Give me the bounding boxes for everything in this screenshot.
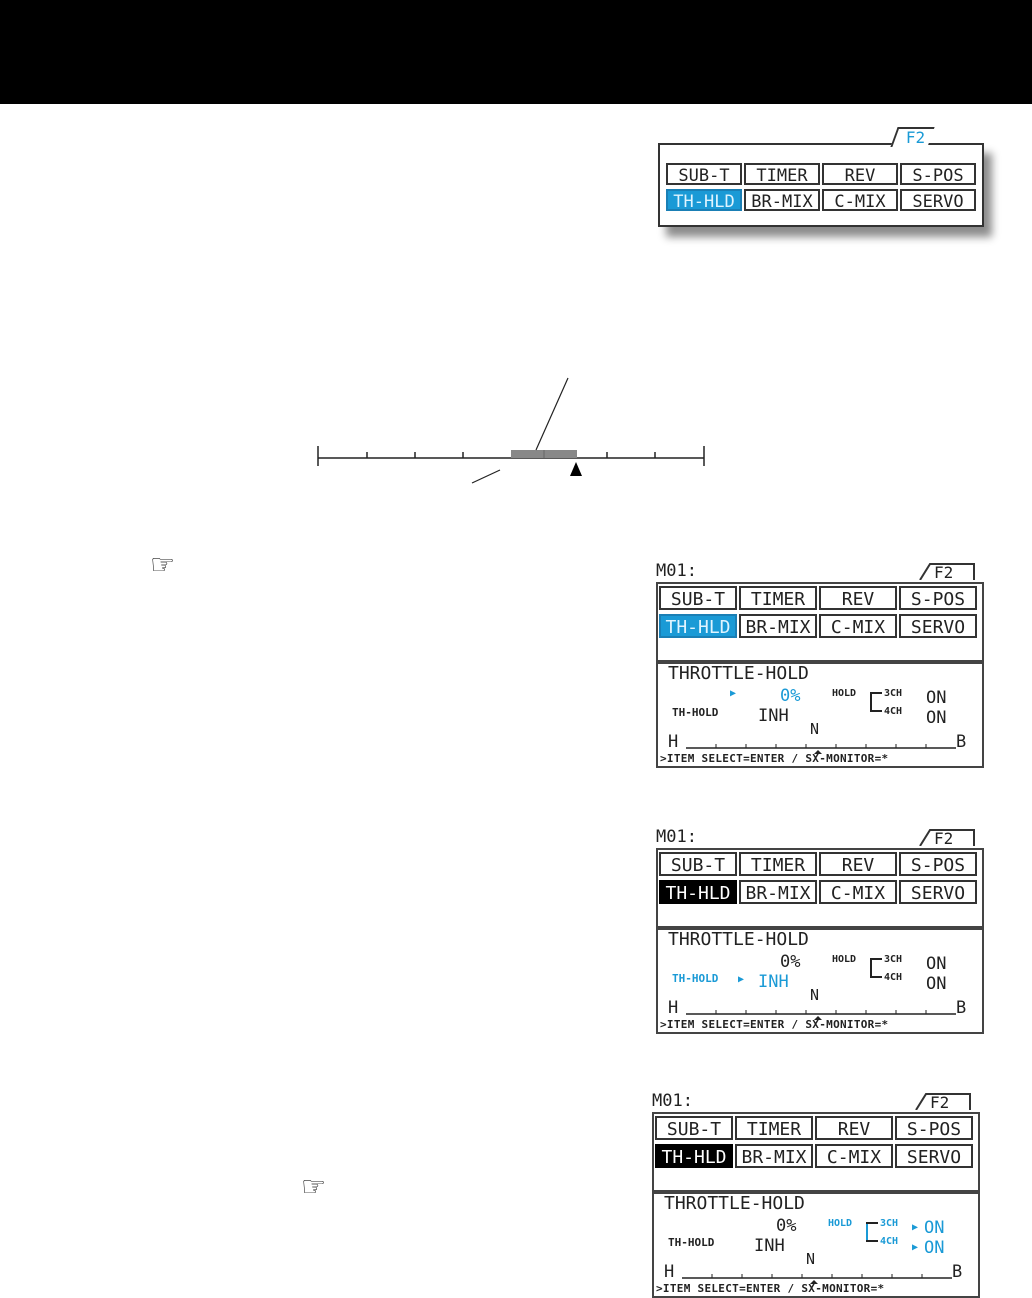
callout-line-upper [536,378,568,450]
panel-title: THROTTLE-HOLD [664,1193,805,1214]
hold-label: HOLD [828,1218,853,1229]
f2-tab[interactable] [914,1092,974,1110]
lcd-screen-2 [656,828,986,1034]
ch3-label: 3CH [884,954,903,965]
th-hold-mode-value[interactable]: INH [758,972,789,992]
f2-tab-label: F2 [905,128,926,147]
ch3-state[interactable]: ON [926,688,947,708]
tab-c-mix[interactable]: C-MIX [819,614,897,638]
panel-title: THROTTLE-HOLD [668,929,809,950]
cursor-arrow-icon: ▶ [738,974,745,985]
top-black-banner [0,0,1032,104]
f2-tab[interactable] [918,562,978,580]
tab-timer[interactable]: TIMER [739,586,817,610]
menu-tab-box [652,1112,980,1194]
channel-bracket [870,958,882,978]
cursor-arrow-icon: ▶ [730,688,737,699]
neutral-label: N [810,720,820,738]
tab-c-mix[interactable]: C-MIX [819,880,897,904]
pointing-hand-icon: ☞ [301,1170,327,1203]
tab-sub-t[interactable]: SUB-T [659,586,737,610]
ch4-state[interactable]: ON [926,708,947,728]
tab-s-pos[interactable]: S-POS [895,1116,973,1140]
hold-percent-value[interactable]: 0% [780,686,801,706]
f2-tab-label: F2 [934,563,954,580]
th-hold-mode-value[interactable]: INH [754,1236,785,1256]
function-menu-panel [658,128,984,227]
ch4-label: 4CH [884,706,903,717]
th-hold-label: TH-HOLD [668,1236,715,1249]
tab-s-pos[interactable]: S-POS [900,163,976,185]
scale-left-label: H [668,998,679,1018]
lcd-screen-1 [656,562,986,768]
tab-th-hld[interactable]: TH-HLD [659,880,737,904]
cursor-arrow-icon: ▶ [912,1242,919,1253]
hold-percent-value[interactable]: 0% [780,952,801,972]
ch3-label: 3CH [884,688,903,699]
ch3-label: 3CH [880,1218,899,1229]
f2-tab-label: F2 [930,1093,950,1110]
hold-percent-value[interactable]: 0% [776,1216,797,1236]
tab-br-mix[interactable]: BR-MIX [735,1144,813,1168]
menu-tab-grid [659,852,981,904]
neutral-label: N [806,1250,816,1268]
tab-rev[interactable]: REV [819,586,897,610]
scale-right-label: B [952,1262,963,1282]
ch4-label: 4CH [880,1236,899,1247]
channel-bracket [870,692,882,712]
model-label: M01: [656,827,697,847]
tab-servo[interactable]: SERVO [899,614,977,638]
ch4-label: 4CH [884,972,903,983]
ch4-state[interactable]: ON [924,1238,945,1258]
f2-tab[interactable] [890,127,935,147]
tab-s-pos[interactable]: S-POS [899,586,977,610]
tab-rev[interactable]: REV [819,852,897,876]
menu-tab-box [656,848,984,930]
tab-servo[interactable]: SERVO [895,1144,973,1168]
status-footer: >ITEM SELECT=ENTER / SX-MONITOR=* [660,752,889,765]
tab-s-pos[interactable]: S-POS [899,852,977,876]
tab-c-mix[interactable]: C-MIX [822,189,898,211]
scale-left-label: H [668,732,679,752]
menu-tab-grid [659,586,981,638]
ch4-state[interactable]: ON [926,974,947,994]
tab-sub-t[interactable]: SUB-T [655,1116,733,1140]
cursor-arrow-icon: ▶ [912,1222,919,1233]
tab-br-mix[interactable]: BR-MIX [739,880,817,904]
throttle-hold-panel [656,660,984,768]
tab-th-hld[interactable]: TH-HLD [666,189,742,211]
throttle-scale-diagram [300,370,720,500]
scale-right-label: B [956,732,967,752]
menu-tab-grid [655,1116,977,1168]
tab-timer[interactable]: TIMER [739,852,817,876]
menu-tab-box [656,582,984,664]
callout-line-lower [472,470,500,483]
tab-servo[interactable]: SERVO [899,880,977,904]
scale-left-label: H [664,1262,675,1282]
pointing-hand-icon: ☞ [150,548,176,581]
panel-title: THROTTLE-HOLD [668,663,809,684]
tab-rev[interactable]: REV [815,1116,893,1140]
tab-sub-t[interactable]: SUB-T [666,163,742,185]
tab-sub-t[interactable]: SUB-T [659,852,737,876]
ch3-state[interactable]: ON [926,954,947,974]
lcd-screen-3 [652,1092,982,1298]
hold-label: HOLD [832,954,857,965]
tab-th-hld[interactable]: TH-HLD [655,1144,733,1168]
f2-tab-label: F2 [934,829,954,846]
model-label: M01: [652,1091,693,1111]
neutral-label: N [810,986,820,1004]
tab-rev[interactable]: REV [822,163,898,185]
throttle-hold-panel [652,1190,980,1298]
f2-tab[interactable] [918,828,978,846]
scale-right-label: B [956,998,967,1018]
tab-timer[interactable]: TIMER [744,163,820,185]
tab-timer[interactable]: TIMER [735,1116,813,1140]
tab-br-mix[interactable]: BR-MIX [744,189,820,211]
status-footer: >ITEM SELECT=ENTER / SX-MONITOR=* [656,1282,885,1295]
throttle-hold-panel [656,926,984,1034]
tab-br-mix[interactable]: BR-MIX [739,614,817,638]
th-hold-label: TH-HOLD [672,706,719,719]
tab-c-mix[interactable]: C-MIX [815,1144,893,1168]
status-footer: >ITEM SELECT=ENTER / SX-MONITOR=* [660,1018,889,1031]
position-marker [570,462,582,476]
tab-servo[interactable]: SERVO [900,189,976,211]
tab-th-hld[interactable]: TH-HLD [659,614,737,638]
hold-label: HOLD [832,688,857,699]
th-hold-mode-value[interactable]: INH [758,706,789,726]
channel-bracket [866,1222,878,1242]
ch3-state[interactable]: ON [924,1218,945,1238]
model-label: M01: [656,561,697,581]
th-hold-label: TH-HOLD [672,972,719,985]
menu-tab-grid [666,163,976,211]
